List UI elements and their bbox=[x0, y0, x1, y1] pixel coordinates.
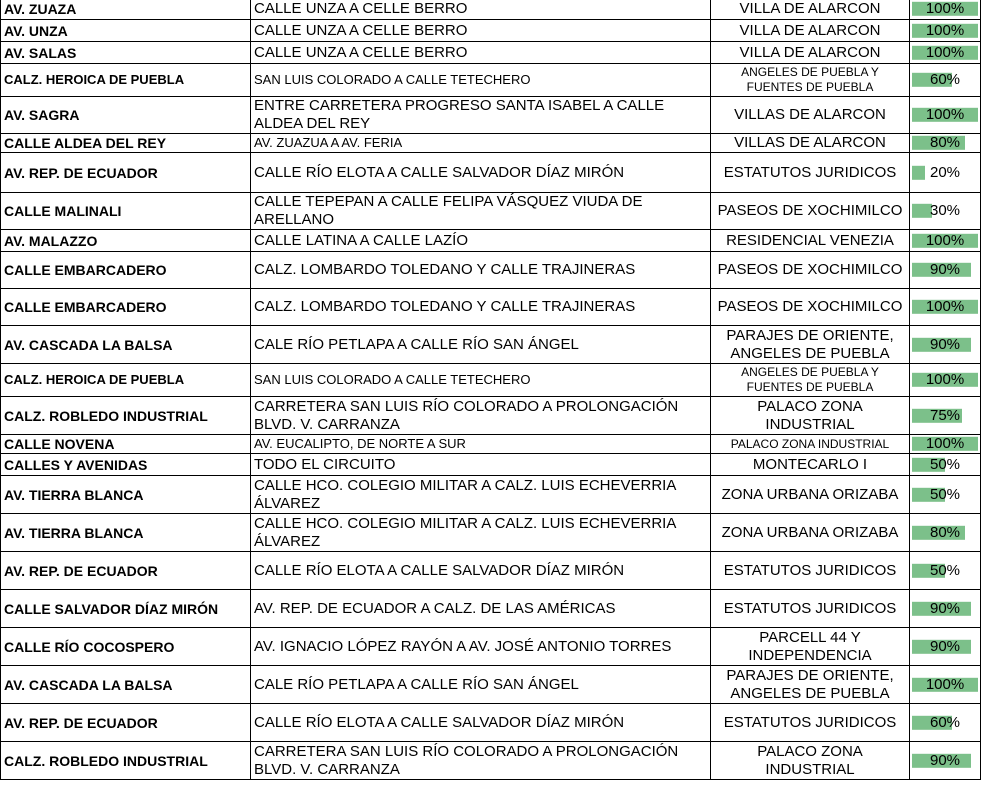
street-cell[interactable]: CALLE RÍO COCOSPERO bbox=[1, 628, 251, 666]
table-row bbox=[1, 193, 981, 230]
colonia-cell[interactable]: PALACO ZONA INDUSTRIAL bbox=[711, 397, 910, 435]
progress-bar-track bbox=[912, 371, 978, 389]
progress-percent-label: 50% bbox=[929, 561, 961, 579]
progress-percent-label: 50% bbox=[929, 455, 961, 473]
colonia-cell[interactable]: VILLA DE ALARCON bbox=[711, 0, 910, 20]
colonia-cell[interactable]: ESTATUTOS JURIDICOS bbox=[711, 552, 910, 590]
street-cell[interactable]: CALLE SALVADOR DÍAZ MIRÓN bbox=[1, 590, 251, 628]
colonia-cell[interactable]: ANGELES DE PUEBLA Y FUENTES DE PUEBLA bbox=[711, 364, 910, 397]
section-cell[interactable]: SAN LUIS COLORADO A CALLE TETECHERO bbox=[251, 64, 711, 97]
progress-bar-track bbox=[912, 638, 978, 656]
street-cell[interactable]: CALLE EMBARCADERO bbox=[1, 289, 251, 326]
progress-cell[interactable] bbox=[910, 252, 981, 289]
progress-cell[interactable] bbox=[910, 666, 981, 704]
progress-cell[interactable] bbox=[910, 364, 981, 397]
street-cell[interactable]: AV. SAGRA bbox=[1, 97, 251, 134]
colonia-cell[interactable]: ZONA URBANA ORIZABA bbox=[711, 476, 910, 514]
progress-cell[interactable] bbox=[910, 454, 981, 476]
progress-percent-label: 100% bbox=[925, 435, 965, 452]
progress-bar-track bbox=[912, 407, 978, 425]
colonia-cell[interactable]: PALACO ZONA INDUSTRIAL bbox=[711, 435, 910, 454]
section-cell[interactable]: CALLE LATINA A CALLE LAZÍO bbox=[251, 230, 711, 252]
street-cell[interactable]: AV. TIERRA BLANCA bbox=[1, 476, 251, 514]
progress-bar-track bbox=[912, 562, 978, 580]
section-cell[interactable]: CALLE HCO. COLEGIO MILITAR A CALZ. LUIS ECHEVERRIA ÁLVAREZ bbox=[251, 514, 711, 552]
colonia-cell[interactable]: ZONA URBANA ORIZABA bbox=[711, 514, 910, 552]
colonia-cell[interactable]: VILLA DE ALARCON bbox=[711, 20, 910, 42]
table-row bbox=[1, 364, 981, 397]
section-cell[interactable]: CALLE TEPEPAN A CALLE FELIPA VÁSQUEZ VIUDA DE ARELLANO bbox=[251, 193, 711, 230]
progress-cell[interactable] bbox=[910, 134, 981, 153]
progress-bar-track bbox=[912, 164, 978, 182]
street-cell[interactable]: CALZ. HEROICA DE PUEBLA bbox=[1, 64, 251, 97]
colonia-cell[interactable]: PASEOS DE XOCHIMILCO bbox=[711, 193, 910, 230]
progress-bar-track bbox=[912, 232, 978, 250]
progress-bar-track bbox=[912, 336, 978, 354]
section-cell[interactable]: SAN LUIS COLORADO A CALLE TETECHERO bbox=[251, 364, 711, 397]
colonia-cell[interactable]: PARAJES DE ORIENTE, ANGELES DE PUEBLA bbox=[711, 326, 910, 364]
colonia-cell[interactable]: VILLAS DE ALARCON bbox=[711, 134, 910, 153]
progress-percent-label: 100% bbox=[925, 0, 965, 17]
progress-percent-label: 100% bbox=[925, 231, 965, 249]
table-row bbox=[1, 552, 981, 590]
street-cell[interactable]: CALLE MALINALI bbox=[1, 193, 251, 230]
street-cell[interactable]: CALLE EMBARCADERO bbox=[1, 252, 251, 289]
progress-cell[interactable] bbox=[910, 97, 981, 134]
table-row bbox=[1, 397, 981, 435]
progress-bar-track bbox=[912, 298, 978, 316]
progress-bar-track bbox=[912, 0, 978, 18]
progress-bar-track bbox=[912, 134, 978, 152]
table-row bbox=[1, 590, 981, 628]
street-cell[interactable]: CALZ. ROBLEDO INDUSTRIAL bbox=[1, 742, 251, 780]
section-cell[interactable]: CALE RÍO PETLAPA A CALLE RÍO SAN ÁNGEL bbox=[251, 666, 711, 704]
progress-cell[interactable] bbox=[910, 742, 981, 780]
street-cell[interactable]: CALZ. ROBLEDO INDUSTRIAL bbox=[1, 397, 251, 435]
street-cell[interactable]: AV. REP. DE ECUADOR bbox=[1, 704, 251, 742]
section-cell[interactable]: CALZ. LOMBARDO TOLEDANO Y CALLE TRAJINERAS bbox=[251, 289, 711, 326]
progress-percent-label: 90% bbox=[929, 335, 961, 353]
section-cell[interactable]: AV. EUCALIPTO, DE NORTE A SUR bbox=[251, 435, 711, 454]
progress-bar-track bbox=[912, 261, 978, 279]
table-row bbox=[1, 134, 981, 153]
progress-bar-track bbox=[912, 600, 978, 618]
section-cell[interactable]: CALLE RÍO ELOTA A CALLE SALVADOR DÍAZ MIRÓN bbox=[251, 153, 711, 193]
progress-percent-label: 90% bbox=[929, 599, 961, 617]
street-cell[interactable]: AV. CASCADA LA BALSA bbox=[1, 326, 251, 364]
progress-cell[interactable] bbox=[910, 153, 981, 193]
table-row bbox=[1, 230, 981, 252]
section-cell[interactable]: CALLE HCO. COLEGIO MILITAR A CALZ. LUIS ECHEVERRIA ÁLVAREZ bbox=[251, 476, 711, 514]
progress-cell[interactable] bbox=[910, 193, 981, 230]
table-row bbox=[1, 42, 981, 64]
progress-percent-label: 20% bbox=[929, 163, 961, 181]
street-cell[interactable]: AV. UNZA bbox=[1, 20, 251, 42]
progress-bar-track bbox=[912, 524, 978, 542]
table-row bbox=[1, 628, 981, 666]
progress-bar-track bbox=[912, 486, 978, 504]
street-cell[interactable]: AV. MALAZZO bbox=[1, 230, 251, 252]
table-row bbox=[1, 0, 981, 20]
street-cell[interactable]: AV. REP. DE ECUADOR bbox=[1, 552, 251, 590]
progress-bar-track bbox=[912, 456, 978, 474]
street-cell[interactable]: AV. CASCADA LA BALSA bbox=[1, 666, 251, 704]
progress-percent-label: 60% bbox=[929, 713, 961, 731]
colonia-cell[interactable]: VILLAS DE ALARCON bbox=[711, 97, 910, 134]
progress-cell[interactable] bbox=[910, 476, 981, 514]
progress-percent-label: 80% bbox=[929, 523, 961, 541]
section-cell[interactable]: AV. IGNACIO LÓPEZ RAYÓN A AV. JOSÉ ANTONIO TORRES bbox=[251, 628, 711, 666]
progress-percent-label: 90% bbox=[929, 751, 961, 769]
table-row bbox=[1, 742, 981, 780]
street-cell[interactable]: CALLES Y AVENIDAS bbox=[1, 454, 251, 476]
colonia-cell[interactable]: ESTATUTOS JURIDICOS bbox=[711, 590, 910, 628]
progress-cell[interactable] bbox=[910, 590, 981, 628]
section-cell[interactable]: CALLE RÍO ELOTA A CALLE SALVADOR DÍAZ MIRÓN bbox=[251, 552, 711, 590]
section-cell[interactable]: CALZ. LOMBARDO TOLEDANO Y CALLE TRAJINERAS bbox=[251, 252, 711, 289]
progress-percent-label: 100% bbox=[925, 21, 965, 39]
progress-percent-label: 100% bbox=[925, 43, 965, 61]
section-cell[interactable]: CALLE RÍO ELOTA A CALLE SALVADOR DÍAZ MIRÓN bbox=[251, 704, 711, 742]
section-cell[interactable]: CALLE UNZA A CELLE BERRO bbox=[251, 0, 711, 20]
colonia-cell[interactable]: PARAJES DE ORIENTE, ANGELES DE PUEBLA bbox=[711, 666, 910, 704]
progress-cell[interactable] bbox=[910, 326, 981, 364]
progress-bar-track bbox=[912, 44, 978, 62]
table-row bbox=[1, 326, 981, 364]
progress-percent-label: 100% bbox=[925, 675, 965, 693]
progress-percent-label: 90% bbox=[929, 261, 961, 278]
section-cell[interactable]: TODO EL CIRCUITO bbox=[251, 454, 711, 476]
progress-percent-label: 60% bbox=[929, 71, 961, 88]
section-cell[interactable]: ENTRE CARRETERA PROGRESO SANTA ISABEL A CALLE ALDEA DEL REY bbox=[251, 97, 711, 134]
progress-bar-track bbox=[912, 22, 978, 40]
street-cell[interactable]: AV. TIERRA BLANCA bbox=[1, 514, 251, 552]
table-row bbox=[1, 252, 981, 289]
table-row bbox=[1, 666, 981, 704]
table-row bbox=[1, 704, 981, 742]
progress-cell[interactable] bbox=[910, 42, 981, 64]
progress-cell[interactable] bbox=[910, 0, 981, 20]
progress-cell[interactable] bbox=[910, 289, 981, 326]
colonia-cell[interactable]: RESIDENCIAL VENEZIA bbox=[711, 230, 910, 252]
progress-percent-label: 100% bbox=[925, 298, 965, 315]
progress-cell[interactable] bbox=[910, 628, 981, 666]
section-cell[interactable]: CALLE UNZA A CELLE BERRO bbox=[251, 20, 711, 42]
table-body bbox=[1, 0, 981, 780]
progress-bar-track bbox=[912, 106, 978, 124]
street-cell[interactable]: AV. ZUAZA bbox=[1, 0, 251, 20]
section-cell[interactable]: CALE RÍO PETLAPA A CALLE RÍO SAN ÁNGEL bbox=[251, 326, 711, 364]
colonia-cell[interactable]: ANGELES DE PUEBLA Y FUENTES DE PUEBLA bbox=[711, 64, 910, 97]
table-row bbox=[1, 20, 981, 42]
section-cell[interactable]: CARRETERA SAN LUIS RÍO COLORADO A PROLONGACIÓN BLVD. V. CARRANZA bbox=[251, 742, 711, 780]
table-row bbox=[1, 476, 981, 514]
colonia-cell[interactable]: PARCELL 44 Y INDEPENDENCIA bbox=[711, 628, 910, 666]
table-row bbox=[1, 514, 981, 552]
progress-cell[interactable] bbox=[910, 230, 981, 252]
progress-percent-label: 100% bbox=[925, 106, 965, 123]
street-cell[interactable]: AV. SALAS bbox=[1, 42, 251, 64]
street-cell[interactable]: CALLE ALDEA DEL REY bbox=[1, 134, 251, 153]
street-cell[interactable]: CALZ. HEROICA DE PUEBLA bbox=[1, 364, 251, 397]
table-row bbox=[1, 64, 981, 97]
progress-bar-track bbox=[912, 676, 978, 694]
progress-bar-track bbox=[912, 435, 978, 453]
progress-cell[interactable] bbox=[910, 435, 981, 454]
progress-bar-track bbox=[912, 714, 978, 732]
section-cell[interactable]: AV. REP. DE ECUADOR A CALZ. DE LAS AMÉRICAS bbox=[251, 590, 711, 628]
colonia-cell[interactable]: PALACO ZONA INDUSTRIAL bbox=[711, 742, 910, 780]
progress-cell[interactable] bbox=[910, 20, 981, 42]
colonia-cell[interactable]: VILLA DE ALARCON bbox=[711, 42, 910, 64]
progress-bar-track bbox=[912, 71, 978, 89]
progress-bar-track bbox=[912, 752, 978, 770]
table-row bbox=[1, 153, 981, 193]
section-cell[interactable]: CARRETERA SAN LUIS RÍO COLORADO A PROLONGACIÓN BLVD. V. CARRANZA bbox=[251, 397, 711, 435]
progress-percent-label: 75% bbox=[929, 406, 961, 424]
street-cell[interactable]: CALLE NOVENA bbox=[1, 435, 251, 454]
progress-bar-track bbox=[912, 202, 978, 220]
street-cell[interactable]: AV. REP. DE ECUADOR bbox=[1, 153, 251, 193]
progress-cell[interactable] bbox=[910, 397, 981, 435]
progress-percent-label: 90% bbox=[929, 637, 961, 655]
colonia-cell[interactable]: MONTECARLO I bbox=[711, 454, 910, 476]
section-cell[interactable]: CALLE UNZA A CELLE BERRO bbox=[251, 42, 711, 64]
progress-percent-label: 30% bbox=[929, 202, 961, 219]
progress-cell[interactable] bbox=[910, 704, 981, 742]
colonia-cell[interactable]: ESTATUTOS JURIDICOS bbox=[711, 704, 910, 742]
colonia-cell[interactable]: ESTATUTOS JURIDICOS bbox=[711, 153, 910, 193]
progress-percent-label: 50% bbox=[929, 485, 961, 503]
progress-cell[interactable] bbox=[910, 552, 981, 590]
progress-percent-label: 80% bbox=[929, 134, 961, 151]
table-row bbox=[1, 289, 981, 326]
table-row bbox=[1, 97, 981, 134]
table-row bbox=[1, 435, 981, 454]
colonia-cell[interactable]: PASEOS DE XOCHIMILCO bbox=[711, 252, 910, 289]
section-cell[interactable]: AV. ZUAZUA A AV. FERIA bbox=[251, 134, 711, 153]
table-row bbox=[1, 454, 981, 476]
progress-percent-label: 100% bbox=[925, 371, 965, 388]
colonia-cell[interactable]: PASEOS DE XOCHIMILCO bbox=[711, 289, 910, 326]
progress-cell[interactable] bbox=[910, 514, 981, 552]
progress-cell[interactable] bbox=[910, 64, 981, 97]
